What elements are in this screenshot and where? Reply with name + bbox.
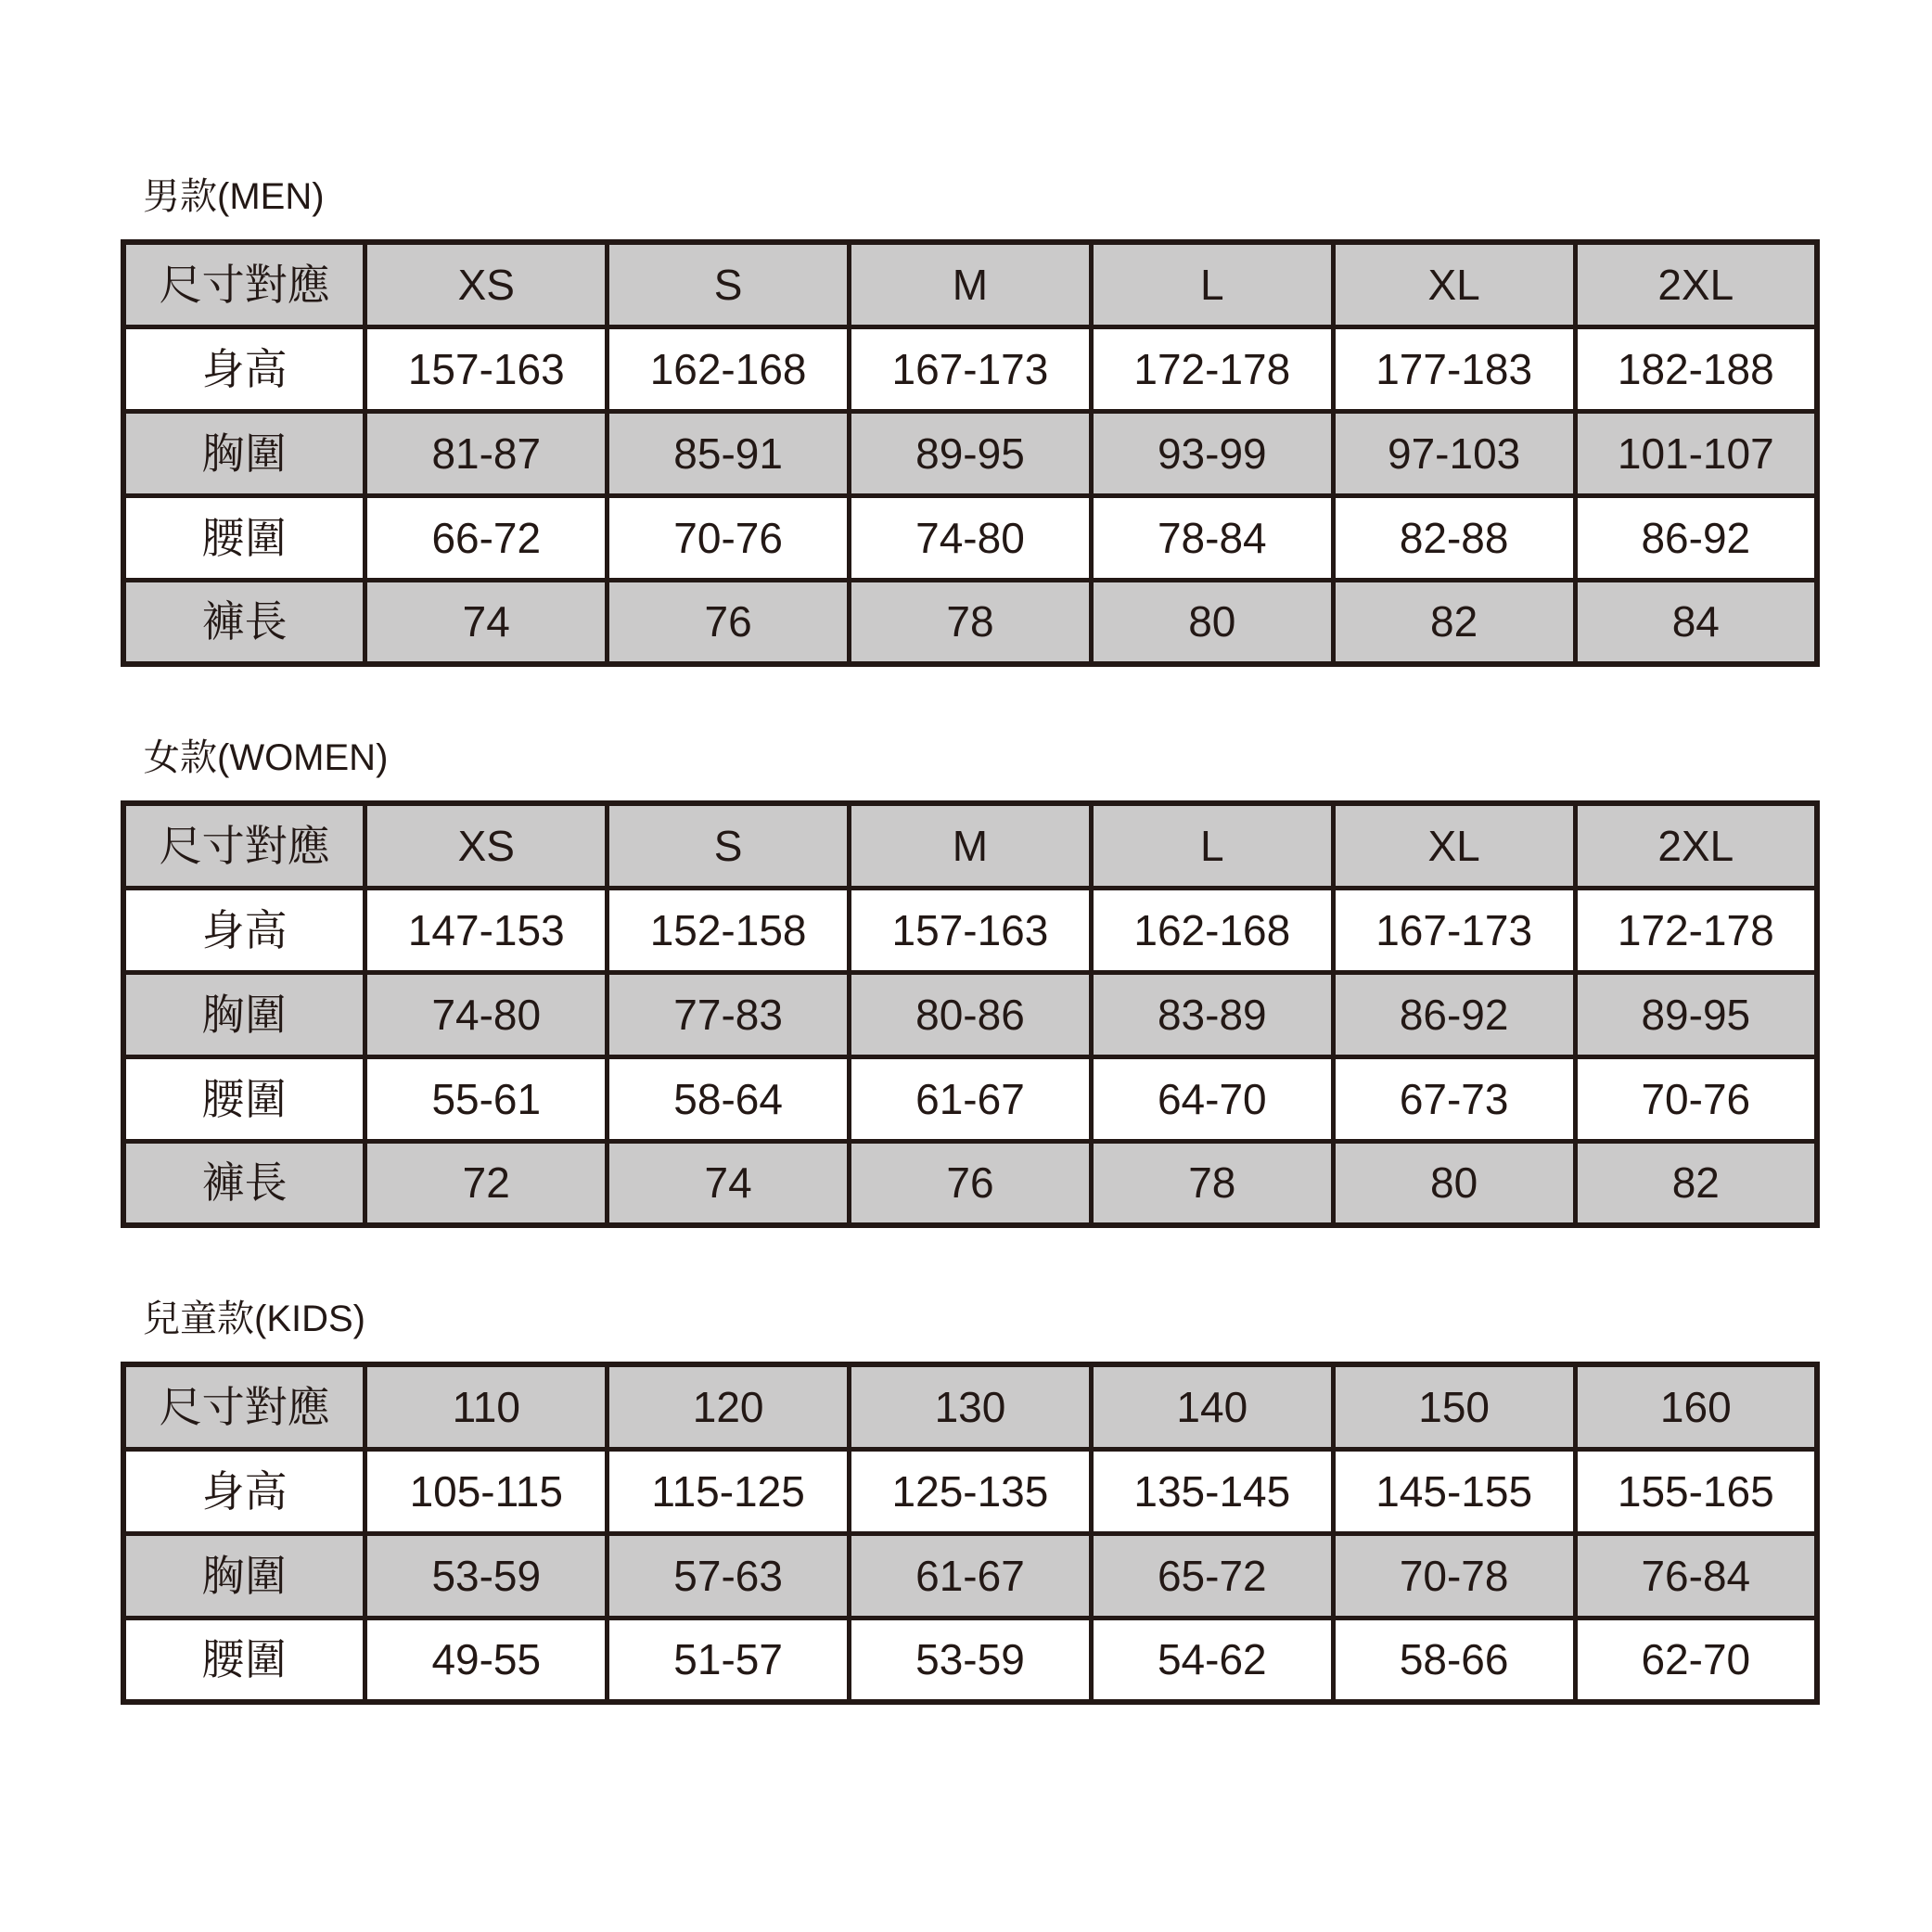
row-label: 胸圍 <box>123 972 365 1056</box>
value-cell: 76-84 <box>1575 1533 1817 1618</box>
value-cell: 58-66 <box>1333 1618 1575 1702</box>
value-cell: 157-163 <box>365 326 608 411</box>
header-cell-size: 150 <box>1333 1364 1575 1449</box>
value-cell: 74 <box>608 1141 850 1225</box>
value-cell: 83-89 <box>1091 972 1333 1056</box>
value-cell: 70-78 <box>1333 1533 1575 1618</box>
value-cell: 182-188 <box>1575 326 1817 411</box>
value-cell: 152-158 <box>608 888 850 972</box>
size-section-women <box>121 736 1820 1228</box>
value-cell: 78 <box>1091 1141 1333 1225</box>
header-cell-size: XS <box>365 242 608 326</box>
value-cell: 64-70 <box>1091 1056 1333 1141</box>
value-cell: 162-168 <box>608 326 850 411</box>
value-cell: 167-173 <box>850 326 1092 411</box>
table-row-height <box>123 1449 1817 1533</box>
value-cell: 61-67 <box>850 1056 1092 1141</box>
value-cell: 135-145 <box>1091 1449 1333 1533</box>
value-cell: 89-95 <box>1575 972 1817 1056</box>
value-cell: 70-76 <box>608 495 850 580</box>
table-row-waist <box>123 1618 1817 1702</box>
row-label: 褲長 <box>123 1141 365 1225</box>
header-cell-label: 尺寸對應 <box>123 1364 365 1449</box>
value-cell: 57-63 <box>608 1533 850 1618</box>
header-cell-size: M <box>850 242 1092 326</box>
table-row-chest <box>123 411 1817 495</box>
value-cell: 145-155 <box>1333 1449 1575 1533</box>
value-cell: 65-72 <box>1091 1533 1333 1618</box>
value-cell: 62-70 <box>1575 1618 1817 1702</box>
row-label: 胸圍 <box>123 1533 365 1618</box>
header-cell-size: L <box>1091 803 1333 888</box>
value-cell: 86-92 <box>1575 495 1817 580</box>
value-cell: 53-59 <box>850 1618 1092 1702</box>
value-cell: 89-95 <box>850 411 1092 495</box>
table-row-waist <box>123 1056 1817 1141</box>
value-cell: 53-59 <box>365 1533 608 1618</box>
value-cell: 77-83 <box>608 972 850 1056</box>
header-cell-size: 140 <box>1091 1364 1333 1449</box>
header-row <box>123 1364 1817 1449</box>
value-cell: 115-125 <box>608 1449 850 1533</box>
value-cell: 54-62 <box>1091 1618 1333 1702</box>
value-cell: 66-72 <box>365 495 608 580</box>
value-cell: 74-80 <box>850 495 1092 580</box>
header-cell-size: M <box>850 803 1092 888</box>
header-cell-size: XS <box>365 803 608 888</box>
value-cell: 72 <box>365 1141 608 1225</box>
value-cell: 155-165 <box>1575 1449 1817 1533</box>
row-label: 身高 <box>123 326 365 411</box>
row-label: 腰圍 <box>123 1056 365 1141</box>
row-label: 身高 <box>123 888 365 972</box>
header-cell-size: XL <box>1333 803 1575 888</box>
size-table-kids <box>121 1362 1820 1705</box>
table-row-pant-length <box>123 580 1817 664</box>
value-cell: 172-178 <box>1575 888 1817 972</box>
value-cell: 125-135 <box>850 1449 1092 1533</box>
value-cell: 93-99 <box>1091 411 1333 495</box>
value-cell: 97-103 <box>1333 411 1575 495</box>
header-cell-size: 110 <box>365 1364 608 1449</box>
table-title-men: 男款(MEN) <box>143 176 325 217</box>
size-table-men <box>121 239 1820 667</box>
row-label: 身高 <box>123 1449 365 1533</box>
size-section-men <box>121 174 1820 667</box>
header-cell-size: S <box>608 803 850 888</box>
value-cell: 85-91 <box>608 411 850 495</box>
value-cell: 76 <box>608 580 850 664</box>
header-cell-size: 160 <box>1575 1364 1817 1449</box>
value-cell: 74 <box>365 580 608 664</box>
value-cell: 177-183 <box>1333 326 1575 411</box>
header-row <box>123 803 1817 888</box>
value-cell: 147-153 <box>365 888 608 972</box>
value-cell: 172-178 <box>1091 326 1333 411</box>
value-cell: 84 <box>1575 580 1817 664</box>
value-cell: 80 <box>1333 1141 1575 1225</box>
value-cell: 86-92 <box>1333 972 1575 1056</box>
header-cell-size: S <box>608 242 850 326</box>
table-row-waist <box>123 495 1817 580</box>
value-cell: 78 <box>850 580 1092 664</box>
header-cell-size: 2XL <box>1575 803 1817 888</box>
size-section-kids <box>121 1297 1820 1705</box>
header-cell-size: L <box>1091 242 1333 326</box>
row-label: 褲長 <box>123 580 365 664</box>
value-cell: 157-163 <box>850 888 1092 972</box>
value-cell: 51-57 <box>608 1618 850 1702</box>
value-cell: 82-88 <box>1333 495 1575 580</box>
header-cell-size: XL <box>1333 242 1575 326</box>
value-cell: 82 <box>1575 1141 1817 1225</box>
table-title-women: 女款(WOMEN) <box>143 737 389 778</box>
value-cell: 49-55 <box>365 1618 608 1702</box>
value-cell: 58-64 <box>608 1056 850 1141</box>
value-cell: 167-173 <box>1333 888 1575 972</box>
table-title-kids: 兒童款(KIDS) <box>143 1299 365 1339</box>
value-cell: 80-86 <box>850 972 1092 1056</box>
value-cell: 80 <box>1091 580 1333 664</box>
value-cell: 82 <box>1333 580 1575 664</box>
header-cell-label: 尺寸對應 <box>123 242 365 326</box>
header-cell-size: 2XL <box>1575 242 1817 326</box>
table-row-height <box>123 888 1817 972</box>
value-cell: 74-80 <box>365 972 608 1056</box>
header-cell-label: 尺寸對應 <box>123 803 365 888</box>
row-label: 胸圍 <box>123 411 365 495</box>
value-cell: 76 <box>850 1141 1092 1225</box>
value-cell: 81-87 <box>365 411 608 495</box>
row-label: 腰圍 <box>123 495 365 580</box>
row-label: 腰圍 <box>123 1618 365 1702</box>
table-row-height <box>123 326 1817 411</box>
value-cell: 78-84 <box>1091 495 1333 580</box>
table-row-chest <box>123 972 1817 1056</box>
header-row <box>123 242 1817 326</box>
value-cell: 70-76 <box>1575 1056 1817 1141</box>
value-cell: 55-61 <box>365 1056 608 1141</box>
header-cell-size: 130 <box>850 1364 1092 1449</box>
table-row-chest <box>123 1533 1817 1618</box>
value-cell: 101-107 <box>1575 411 1817 495</box>
value-cell: 162-168 <box>1091 888 1333 972</box>
value-cell: 67-73 <box>1333 1056 1575 1141</box>
value-cell: 61-67 <box>850 1533 1092 1618</box>
header-cell-size: 120 <box>608 1364 850 1449</box>
value-cell: 105-115 <box>365 1449 608 1533</box>
table-row-pant-length <box>123 1141 1817 1225</box>
size-table-women <box>121 800 1820 1228</box>
